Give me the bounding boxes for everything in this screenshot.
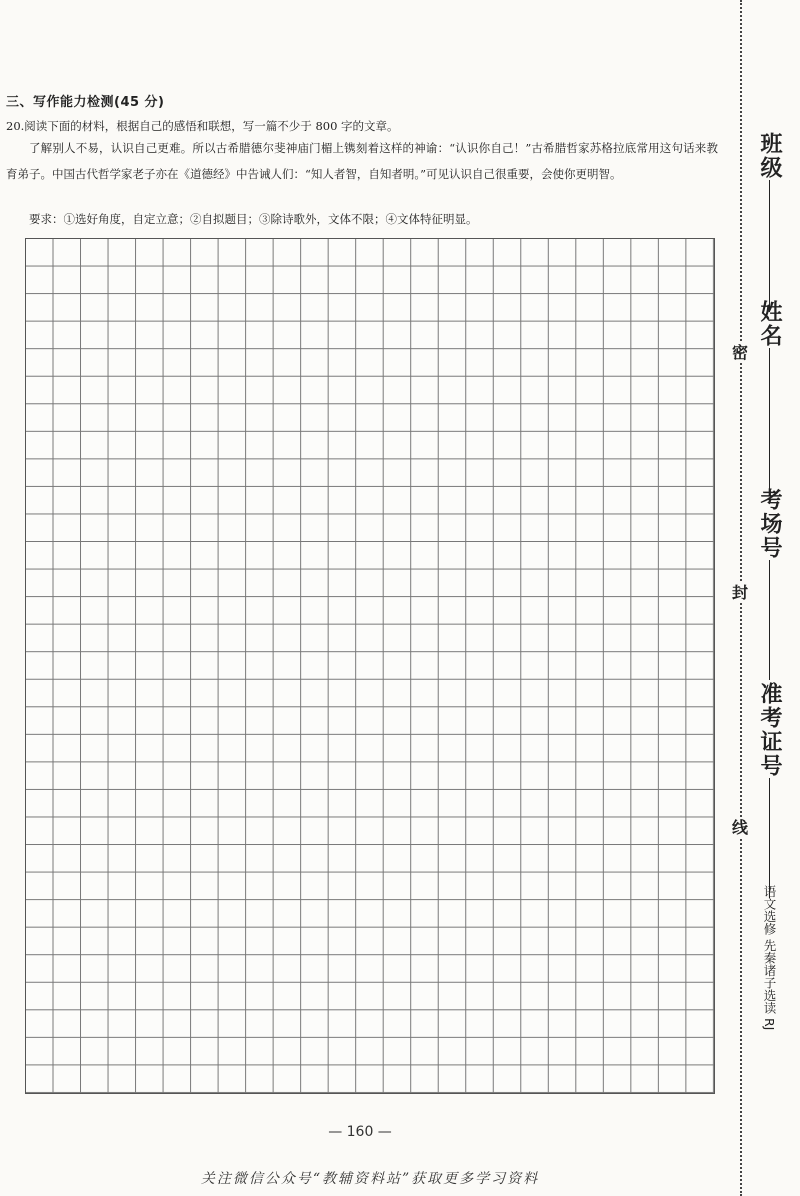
footer-note: 关注微信公众号“教辅资料站”获取更多学习资料	[200, 1171, 540, 1187]
exam-room-field[interactable]	[755, 488, 785, 680]
question-prompt-line	[6, 118, 399, 134]
name-write-line[interactable]	[769, 348, 770, 492]
exam-room-write-line[interactable]	[769, 560, 770, 680]
name-field[interactable]	[755, 300, 785, 492]
exam-room-label: 考场号	[757, 488, 783, 560]
composition-answer-grid[interactable]	[25, 238, 715, 1094]
admission-number-write-line[interactable]	[769, 778, 770, 898]
class-label: 班级	[757, 132, 783, 180]
class-write-line[interactable]	[769, 180, 770, 312]
admission-number-label: 准考证号	[757, 682, 783, 778]
class-field[interactable]	[755, 132, 785, 312]
question-prompt: 阅读下面的材料，根据自己的感悟和联想，写一篇不少于 800 字的文章。	[24, 119, 399, 133]
name-label: 姓名	[757, 300, 783, 348]
binding-mark-feng: 封	[731, 583, 748, 602]
section-title: 三、写作能力检测(45 分)	[6, 95, 165, 110]
question-number: 20.	[6, 119, 25, 133]
requirements-paragraph: 要求：①选好角度，自定立意；②自拟题目；③除诗歌外，文体不限；④文体特征明显。	[29, 212, 478, 226]
page-number: — 160 —	[328, 1124, 392, 1140]
material-paragraph: 了解别人不易，认识自己更难。所以古希腊德尔斐神庙门楣上镌刻着这样的神谕：“认识你自己！”古希腊哲家苏格拉底常用这句话来教育弟子。中国古代哲学家老子亦在《道德经》中告诫人们：“知人者智，自知者明。”可见认识自己很重要，会使你更明智。	[6, 141, 718, 181]
binding-mark-mi: 密	[731, 343, 748, 362]
subject-tag: 语文选修 先秦诸子选读 RJ	[762, 885, 777, 1031]
binding-mark-xian: 线	[731, 818, 748, 837]
admission-number-field[interactable]	[755, 682, 785, 898]
